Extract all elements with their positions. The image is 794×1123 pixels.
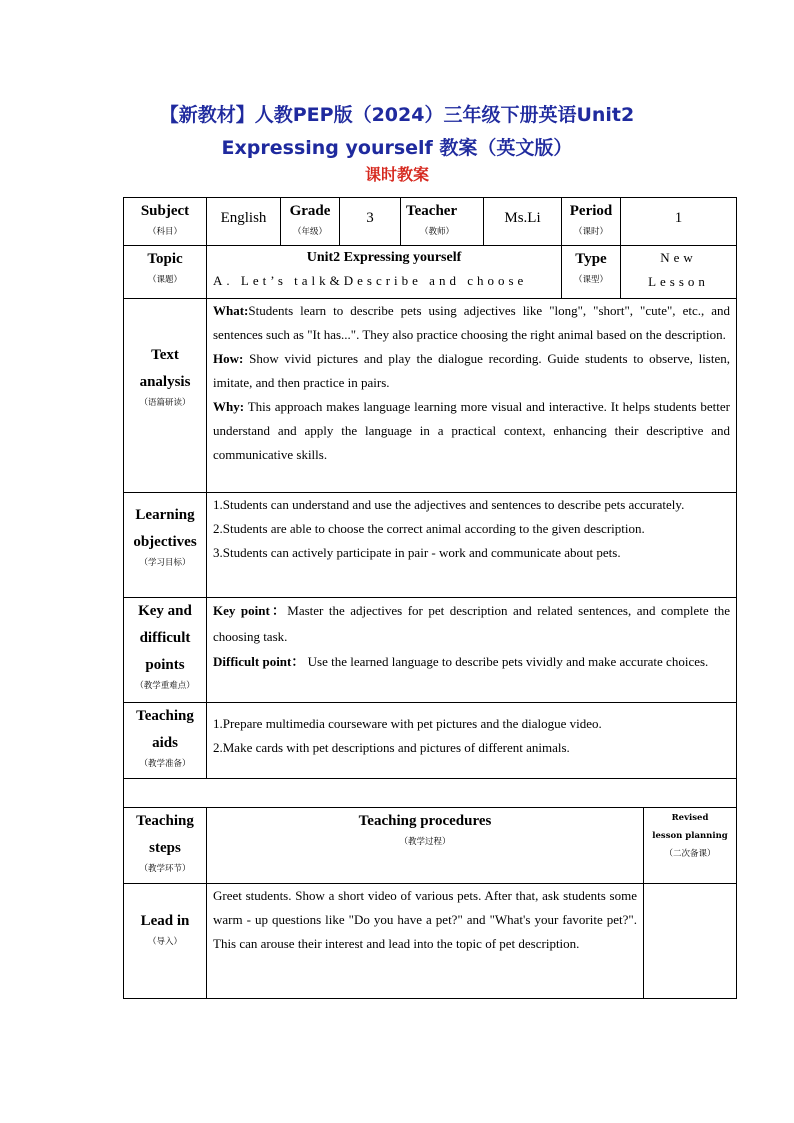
topic-value-cell — [207, 246, 562, 299]
key-points-content — [207, 598, 737, 703]
objective-item-2: 2.Students are able to choose the correct animal according to the given description. — [213, 521, 645, 536]
objectives-label-1: Learning — [135, 507, 195, 523]
lead-in-label-cell — [124, 884, 207, 999]
type-value-cell — [621, 246, 737, 299]
difficult-point-label: Difficult point： — [213, 654, 305, 669]
lead-in-revised-cell — [644, 884, 737, 999]
type-label-cell — [562, 246, 621, 299]
revised-header-label-2: lesson planning — [652, 831, 728, 841]
key-points-label-cell — [124, 598, 207, 703]
period-label: Period — [569, 203, 613, 219]
steps-header-cell — [124, 808, 207, 884]
why-label: Why: — [213, 399, 245, 414]
document-title-line2: Expressing yourself 教案（英文版） — [221, 137, 573, 159]
subject-label-cell — [124, 198, 207, 246]
why-text: This approach makes language learning more visual and interactive. It helps students better understand and apply the language in a practical context, enhancing their descriptive and communicative skills. — [213, 399, 730, 462]
how-label: How: — [213, 351, 244, 366]
period-label-cell — [562, 198, 621, 246]
aids-content — [207, 703, 737, 779]
spacer-row — [124, 779, 737, 808]
topic-label-cell — [124, 246, 207, 299]
key-point-text: Master the adjectives for pet description and related sentences, and complete the choosing task. — [213, 603, 730, 644]
topic-title: Unit2 Expressing yourself — [306, 250, 462, 265]
teacher-label-zh: （教师） — [420, 227, 455, 237]
aids-label-1: Teaching — [136, 708, 194, 724]
key-points-label-1: Key and — [138, 603, 192, 619]
key-points-label-3: points — [145, 657, 185, 673]
text-analysis-label-cell — [124, 299, 207, 493]
text-analysis-label-1: Text — [151, 347, 179, 363]
document-subtitle: 课时教案 — [364, 165, 429, 184]
objective-item-1: 1.Students can understand and use the adjectives and sentences to describe pets accurately. — [213, 497, 685, 512]
objectives-label-zh: （学习目标） — [139, 558, 191, 568]
why-paragraph — [213, 395, 730, 467]
objectives-label-2: objectives — [133, 534, 197, 550]
topic-label-zh: （课题） — [147, 275, 182, 285]
what-paragraph — [213, 299, 730, 347]
document-title-line1: 【新教材】人教PEP版（2024）三年级下册英语Unit2 — [159, 104, 635, 126]
text-analysis-label-2: analysis — [139, 374, 191, 390]
topic-label: Topic — [147, 251, 183, 267]
steps-header-label-2: steps — [149, 840, 181, 856]
subject-label-zh: （科目） — [147, 227, 182, 237]
how-paragraph — [213, 347, 730, 395]
lesson-plan-table — [123, 197, 737, 999]
steps-header-zh: （教学环节） — [139, 864, 191, 874]
subject-value: English — [207, 198, 281, 246]
procedures-header-cell — [207, 808, 644, 884]
revised-header-zh: （二次备课） — [664, 849, 716, 859]
teacher-label-cell — [401, 198, 484, 246]
difficult-point-text: Use the learned language to describe pets vividly and make accurate choices. — [304, 654, 709, 669]
steps-header-label-1: Teaching — [136, 813, 194, 829]
aids-label-2: aids — [152, 735, 178, 751]
type-label: Type — [575, 251, 607, 267]
aids-label-cell — [124, 703, 207, 779]
lead-in-label-zh: （导入） — [147, 937, 182, 947]
what-label: What: — [213, 303, 249, 318]
type-value-line2: Lesson — [648, 274, 709, 289]
objectives-label-cell — [124, 493, 207, 598]
teacher-value: Ms.Li — [484, 198, 562, 246]
key-point-label: Key point： — [213, 603, 288, 618]
grade-label: Grade — [289, 203, 331, 219]
key-points-label-zh: （教学重难点） — [135, 681, 195, 691]
procedures-header-zh: （教学过程） — [399, 837, 451, 847]
period-label-zh: （课时） — [573, 227, 608, 237]
what-text: Students learn to describe pets using adjectives like "long", "short", "cute", etc., and sentences such as "It has...". They also practice choosing the right animal based on the description. — [213, 303, 730, 342]
teacher-label: Teacher — [406, 203, 458, 219]
period-value: 1 — [621, 198, 737, 246]
type-label-zh: （课型） — [573, 275, 608, 285]
how-text: Show vivid pictures and play the dialogue recording. Guide students to observe, listen, imitate, and then practice in pairs. — [213, 351, 730, 390]
objective-item-3: 3.Students can actively participate in pair - work and communicate about pets. — [213, 545, 621, 560]
text-analysis-label-zh: （语篇研读） — [139, 398, 191, 408]
revised-header-cell — [644, 808, 737, 884]
aid-item-1: 1.Prepare multimedia courseware with pet pictures and the dialogue video. — [213, 716, 602, 731]
aids-label-zh: （教学准备） — [139, 759, 191, 769]
objectives-content — [207, 493, 737, 598]
text-analysis-content — [207, 299, 737, 493]
type-value-line1: New — [660, 250, 697, 265]
key-point-paragraph — [213, 598, 730, 649]
grade-label-zh: （年级） — [292, 227, 327, 237]
grade-label-cell — [281, 198, 340, 246]
aid-item-2: 2.Make cards with pet descriptions and pictures of different animals. — [213, 740, 570, 755]
topic-subtitle: A. Let’s talk&Describe and choose — [213, 273, 528, 288]
lead-in-content: Greet students. Show a short video of various pets. After that, ask students some warm - up questions like "Do you have a pet?" and "What's your favorite pet?". This can arouse their interest and lead into the topic of pet description. — [207, 884, 644, 999]
procedures-header-label: Teaching procedures — [358, 813, 492, 829]
difficult-point-paragraph — [213, 649, 730, 675]
subject-label: Subject — [140, 203, 190, 219]
lead-in-label: Lead in — [140, 913, 190, 929]
key-points-label-2: difficult — [139, 630, 191, 646]
grade-value: 3 — [340, 198, 401, 246]
revised-header-label-1: Revised — [671, 813, 709, 823]
